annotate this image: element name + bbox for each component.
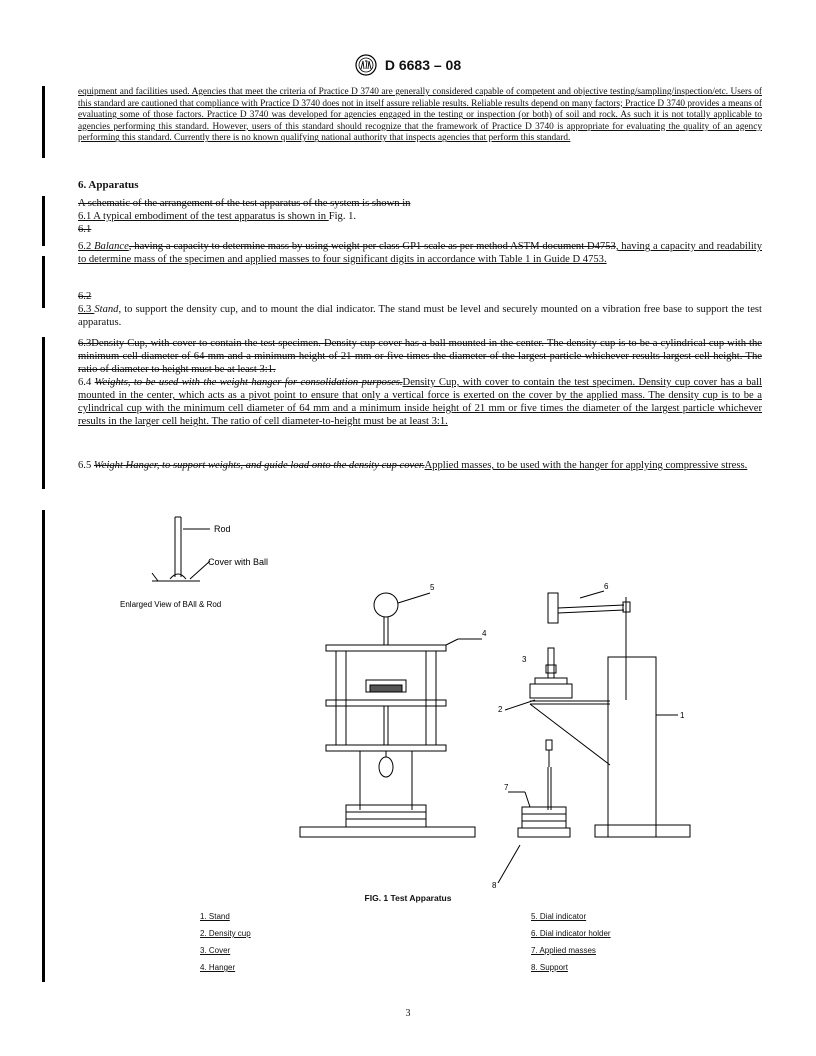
page-header (0, 54, 816, 76)
paragraph-6-1 (78, 210, 762, 223)
legend-item: 2. Density cup (200, 929, 251, 938)
change-bar (42, 256, 45, 308)
deleted-text: Weights, to be used with the weight hanger for consolidation purposes. (94, 377, 403, 388)
term: Balance (94, 241, 129, 252)
change-bar (42, 510, 45, 982)
paragraph-6-4 (78, 376, 762, 428)
paragraph-6-2 (78, 240, 762, 266)
astm-logo-icon (355, 54, 377, 76)
para-number: 6.5 (78, 460, 94, 471)
label-3: 3 (522, 655, 527, 664)
enlarged-view-drawing (152, 517, 210, 581)
deleted-schematic-text: A schematic of the arrangement of the test apparatus of the system is shown in (78, 198, 411, 209)
legend-item: 7. Applied masses (531, 946, 596, 955)
inserted-text: Applied masses, to be used with the hanger for applying compressive stress. (424, 460, 748, 471)
test-apparatus-figure (90, 505, 730, 890)
hanger-assembly-drawing (300, 593, 482, 837)
deleted-text: Weight Hanger, to support weights, and guide load onto the density cup cover. (93, 460, 425, 471)
para-number: 6.4 (78, 377, 95, 388)
body-text: , to support the density cup, and to mount the dial indicator. The stand must be level and securely mounted on a vibration free base to support the test apparatus. (78, 304, 762, 328)
fig-reference: Fig. 1. (328, 211, 357, 222)
legend-item: 4. Hanger (200, 963, 236, 972)
stand-assembly-drawing (498, 591, 690, 883)
paragraph-6-3 (78, 303, 762, 329)
label-1: 1 (680, 711, 685, 720)
label-8: 8 (492, 881, 497, 890)
para-number: 6.2 (78, 241, 95, 252)
label-7: 7 (504, 783, 509, 792)
figure-caption: FIG. 1 Test Apparatus (364, 893, 452, 903)
legend-item: 8. Support (531, 963, 568, 972)
label-5: 5 (430, 583, 435, 592)
label-cover-with-ball: Cover with Ball (208, 557, 269, 567)
term: Stand (94, 304, 119, 315)
inserted-text: , (615, 241, 619, 252)
label-rod: Rod (214, 524, 231, 534)
inserted-text: having a capacity and readability to determine mass of the specimen and applied masses to four significant digits in accordance with Table 1 in Guide D 4753. (78, 241, 763, 265)
label-6: 6 (604, 582, 609, 591)
section-heading: 6. Apparatus (78, 179, 139, 191)
paragraph-6-1-text: 6.1 A typical embodiment of the test apparatus is shown in (78, 211, 329, 222)
intro-paragraph: equipment and facilities used. Agencies that meet the criteria of Practice D 3740 are generally considered capable of competent and objective testing/sampling/inspection/etc. Users of this standard are cautioned that compliance with Practice D 3740 does not in itself assure reliable results. Reliable results depend on many factors; Practice D 3740 provides a means of evaluating some of those factors. Practice D 3740 was developed for agencies engaged in the testing or inspection (or both) of soil and rock. As such it is not totally applicable to agencies performing this standard. However, users of this standard should recognize that the framework of Practice D 3740 is appropriate for evaluating the quality of an agency performing this standard. Currently there is no known qualifying national authority that inspects agencies that perform this standard. (78, 87, 762, 144)
legend-item: 3. Cover (200, 946, 231, 955)
legend-item: 1. Stand (200, 912, 230, 921)
deleted-6-3-density-cup: 6.3Density Cup, with cover to contain the test specimen. Density cup cover has a ball mounted in the center. The density cup is to be a cylindrical cup with the minimum cell diameter of 64 mm and a minimum height of 21 mm or five times the diameter of the largest particle whichever results largest cell height. The ratio of diameter to height must be at least 3:1. (78, 338, 762, 375)
page-number: 3 (405, 1008, 411, 1019)
standard-designation: D 6683 – 08 (384, 57, 462, 73)
change-bar (42, 86, 45, 158)
deleted-6-1: 6.1 (78, 224, 92, 235)
label-2: 2 (498, 705, 503, 714)
change-bar (42, 196, 45, 246)
paragraph-6-5 (78, 459, 762, 472)
legend-item: 6. Dial indicator holder (531, 929, 611, 938)
inserted-text: Density Cup, with cover to contain the test specimen. Density cup cover has a ball mounted in the center, which acts as a pivot point to ensure that only a vertical force is exerted on the cover by the applied mass. The density cup is to be a cylindrical cup with the minimum cell diameter of 64 mm and a minimum inside height of 21 mm or five times the diameter of the largest particle whichever results in the larger cell height. The ratio of cell diameter-to-height must be at least 3:1. (78, 377, 763, 427)
label-enlarged-view: Enlarged View of BAll & Rod (120, 600, 222, 609)
deleted-text: , having a capacity to determine mass by using weight per class GP1 scale as per method ASTM document D4753 (128, 241, 616, 252)
para-number: 6.3 (78, 304, 95, 315)
change-bar (42, 337, 45, 489)
legend-item: 5. Dial indicator (531, 912, 587, 921)
deleted-6-2: 6.2 (78, 291, 92, 302)
label-4: 4 (482, 629, 487, 638)
